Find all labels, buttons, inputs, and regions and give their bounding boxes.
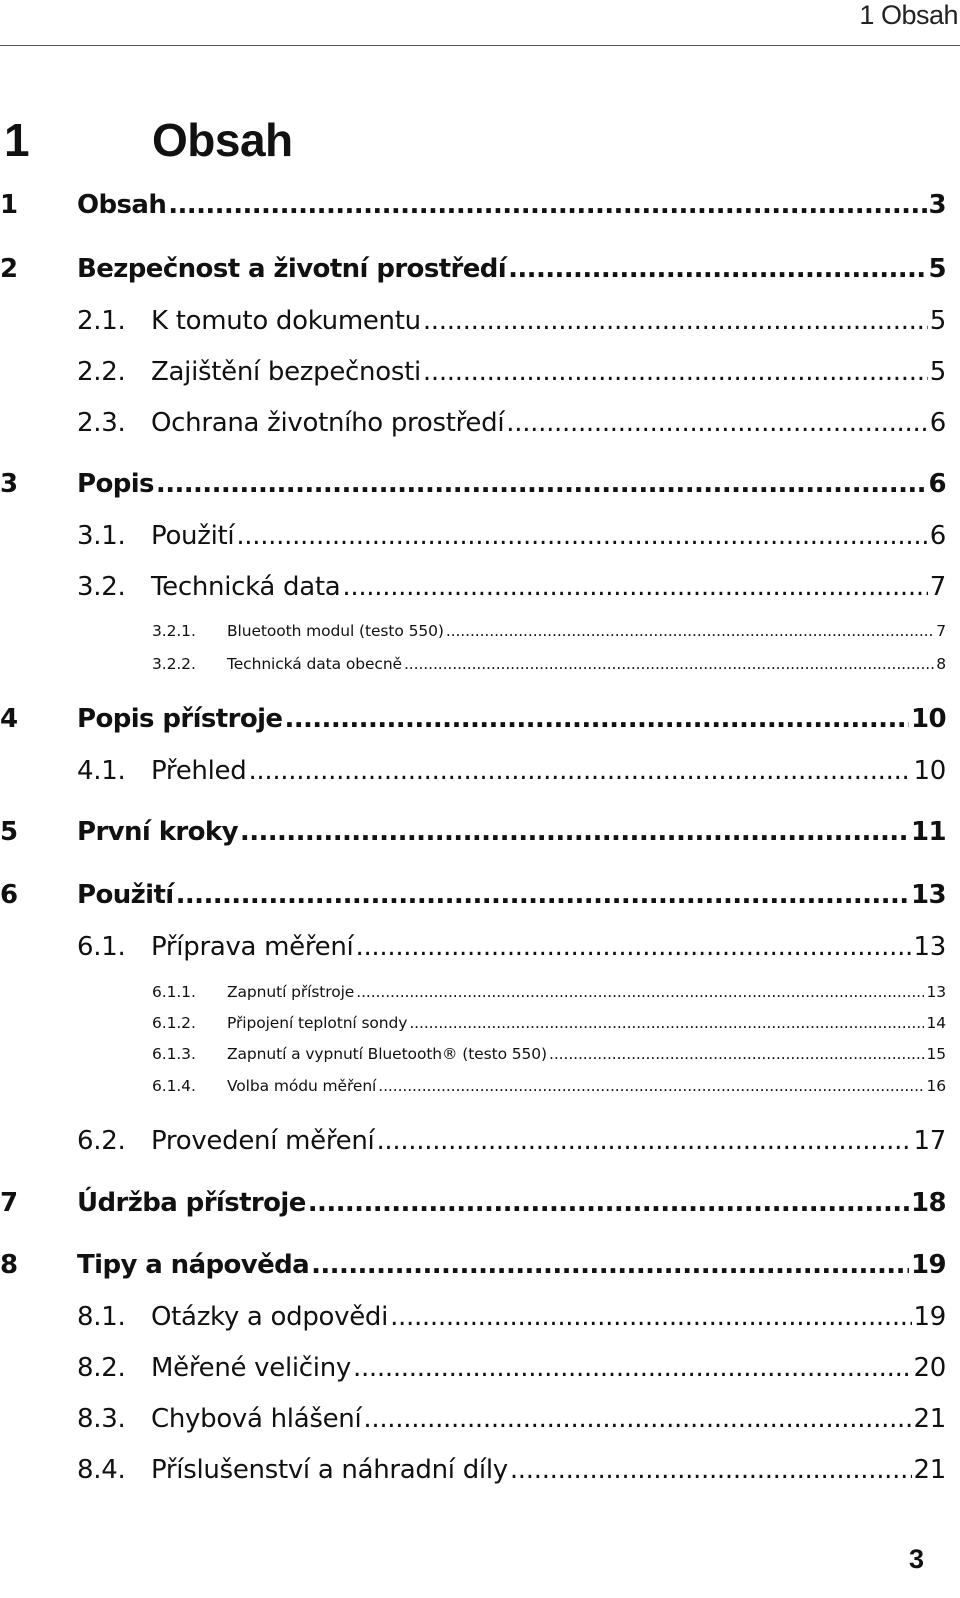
toc-entry[interactable] xyxy=(0,521,946,551)
toc-entry-title: Bluetooth modul (testo 550) xyxy=(227,622,444,640)
toc-dot-leader xyxy=(356,932,912,962)
toc-entry-number: 8.2. xyxy=(77,1353,126,1383)
toc-entry-title: Provedení měření xyxy=(151,1126,375,1156)
toc-entry-title: Obsah xyxy=(77,190,167,220)
toc-entry-title: Volba módu měření xyxy=(227,1077,377,1095)
toc-entry-page: 6 xyxy=(929,408,946,438)
toc-entry-number: 5 xyxy=(0,817,18,847)
toc-entry-title: První kroky xyxy=(77,817,238,847)
toc-entry-number: 8.3. xyxy=(77,1404,126,1434)
toc-dot-leader xyxy=(446,622,934,640)
toc-dot-leader xyxy=(423,357,928,387)
toc-entry-title: Připojení teplotní sondy xyxy=(227,1014,408,1032)
toc-entry-number: 3 xyxy=(0,469,18,499)
toc-entry-number: 2.2. xyxy=(77,357,126,387)
toc-entry-page: 17 xyxy=(913,1126,946,1156)
toc-entry-page: 5 xyxy=(929,357,946,387)
toc-entry[interactable] xyxy=(0,655,946,673)
toc-entry[interactable] xyxy=(0,190,946,220)
header-divider xyxy=(0,45,960,46)
toc-entry[interactable] xyxy=(0,572,946,602)
toc-entry-page: 8 xyxy=(936,655,946,673)
toc-entry-number: 6 xyxy=(0,880,18,910)
toc-entry-number: 8 xyxy=(0,1250,18,1280)
toc-entry-title: Použití xyxy=(151,521,235,551)
toc-entry[interactable] xyxy=(0,756,946,786)
toc-entry-title: Technická data xyxy=(151,572,341,602)
toc-entry-number: 2 xyxy=(0,254,18,284)
toc-entry-page: 15 xyxy=(926,1045,946,1063)
toc-entry[interactable] xyxy=(0,1126,946,1156)
toc-entry-number: 6.1.1. xyxy=(152,983,196,1001)
toc-entry-page: 7 xyxy=(936,622,946,640)
toc-entry-title: Příslušenství a náhradní díly xyxy=(151,1455,508,1485)
toc-dot-leader xyxy=(353,1353,912,1383)
toc-entry-page: 20 xyxy=(913,1353,946,1383)
toc-entry-number: 6.1.3. xyxy=(152,1045,196,1063)
toc-entry-title: Bezpečnost a životní prostředí xyxy=(77,254,507,284)
toc-entry[interactable] xyxy=(0,469,946,499)
toc-entry-page: 13 xyxy=(926,983,946,1001)
toc-entry-title: Použití xyxy=(77,880,174,910)
toc-entry-title: Zapnutí a vypnutí Bluetooth® (testo 550) xyxy=(227,1045,548,1063)
toc-entry-title: Chybová hlášení xyxy=(151,1404,362,1434)
toc-entry-title: Popis přístroje xyxy=(77,704,283,734)
toc-dot-leader xyxy=(342,572,927,602)
toc-entry[interactable] xyxy=(0,1302,946,1332)
toc-entry-number: 8.4. xyxy=(77,1455,126,1485)
toc-entry-page: 10 xyxy=(913,756,946,786)
toc-entry[interactable] xyxy=(0,1045,946,1063)
toc-dot-leader xyxy=(404,655,934,673)
toc-entry-number: 3.2.2. xyxy=(152,655,196,673)
toc-dot-leader xyxy=(506,408,927,438)
toc-dot-leader xyxy=(363,1404,911,1434)
running-header: 1 Obsah xyxy=(859,0,958,30)
toc-dot-leader xyxy=(308,1188,909,1218)
toc-entry-title: Údržba přístroje xyxy=(77,1188,306,1218)
toc-entry-page: 13 xyxy=(911,880,946,910)
toc-entry[interactable] xyxy=(0,1077,946,1095)
toc-entry-number: 3.2.1. xyxy=(152,622,196,640)
toc-entry-page: 11 xyxy=(911,817,946,847)
toc-entry-number: 2.1. xyxy=(77,306,126,336)
toc-entry-number: 6.1. xyxy=(77,932,126,962)
toc-entry[interactable] xyxy=(0,254,946,284)
toc-entry-title: Otázky a odpovědi xyxy=(151,1302,389,1332)
toc-entry-page: 13 xyxy=(913,932,946,962)
toc-entry[interactable] xyxy=(0,1014,946,1032)
toc-entry-title: K tomuto dokumentu xyxy=(151,306,421,336)
toc-entry-title: Zajištění bezpečnosti xyxy=(151,357,421,387)
toc-dot-leader xyxy=(284,704,909,734)
toc-dot-leader xyxy=(378,1077,924,1095)
toc-entry-number: 6.1.2. xyxy=(152,1014,196,1032)
toc-entry-page: 10 xyxy=(911,704,946,734)
toc-entry-number: 7 xyxy=(0,1188,18,1218)
toc-dot-leader xyxy=(510,1455,912,1485)
toc-dot-leader xyxy=(156,469,927,499)
toc-entry-page: 21 xyxy=(913,1404,946,1434)
toc-entry-number: 6.1.4. xyxy=(152,1077,196,1095)
toc-entry-page: 6 xyxy=(928,469,946,499)
toc-entry-page: 19 xyxy=(913,1302,946,1332)
toc-entry[interactable] xyxy=(0,306,946,336)
toc-entry-number: 1 xyxy=(0,190,18,220)
toc-entry-title: Přehled xyxy=(151,756,247,786)
toc-entry-page: 14 xyxy=(926,1014,946,1032)
toc-entry[interactable] xyxy=(0,983,946,1001)
toc-entry-page: 6 xyxy=(929,521,946,551)
toc-entry-number: 4 xyxy=(0,704,18,734)
toc-entry-number: 2.3. xyxy=(77,408,126,438)
toc-entry-title: Tipy a nápověda xyxy=(77,1250,310,1280)
toc-dot-leader xyxy=(549,1045,924,1063)
toc-dot-leader xyxy=(376,1126,911,1156)
toc-entry-title: Příprava měření xyxy=(151,932,354,962)
toc-dot-leader xyxy=(176,880,909,910)
toc-entry-page: 16 xyxy=(926,1077,946,1095)
toc-entry[interactable] xyxy=(0,1188,946,1218)
toc-entry[interactable] xyxy=(0,1353,946,1383)
toc-entry-title: Ochrana životního prostředí xyxy=(151,408,505,438)
toc-entry-number: 6.2. xyxy=(77,1126,126,1156)
toc-entry[interactable] xyxy=(0,408,946,438)
toc-dot-leader xyxy=(236,521,927,551)
toc-entry[interactable] xyxy=(0,622,946,640)
toc-entry[interactable] xyxy=(0,880,946,910)
toc-entry[interactable] xyxy=(0,1404,946,1434)
toc-dot-leader xyxy=(508,254,926,284)
toc-entry-title: Zapnutí přístroje xyxy=(227,983,355,1001)
toc-entry[interactable] xyxy=(0,932,946,962)
toc-dot-leader xyxy=(311,1250,909,1280)
page-title-number: 1 xyxy=(4,114,30,166)
toc-entry-page: 5 xyxy=(929,306,946,336)
toc-entry-page: 21 xyxy=(913,1455,946,1485)
toc-dot-leader xyxy=(356,983,924,1001)
toc-dot-leader xyxy=(390,1302,911,1332)
toc-entry-page: 18 xyxy=(911,1188,946,1218)
page-number: 3 xyxy=(908,1544,924,1574)
toc-entry-title: Technická data obecně xyxy=(227,655,402,673)
toc-entry[interactable] xyxy=(0,1455,946,1485)
toc-entry-number: 3.1. xyxy=(77,521,126,551)
toc-entry[interactable] xyxy=(0,1250,946,1280)
toc-entry-page: 19 xyxy=(911,1250,946,1280)
toc-entry-title: Měřené veličiny xyxy=(151,1353,351,1383)
toc-dot-leader xyxy=(240,817,909,847)
toc-entry-page: 5 xyxy=(928,254,946,284)
toc-entry-number: 4.1. xyxy=(77,756,126,786)
toc-entry[interactable] xyxy=(0,704,946,734)
toc-dot-leader xyxy=(168,190,926,220)
toc-entry-number: 8.1. xyxy=(77,1302,126,1332)
toc-entry-page: 3 xyxy=(928,190,946,220)
toc-entry-number: 3.2. xyxy=(77,572,126,602)
toc-entry[interactable] xyxy=(0,817,946,847)
toc-dot-leader xyxy=(248,756,911,786)
toc-entry[interactable] xyxy=(0,357,946,387)
toc-entry-title: Popis xyxy=(77,469,154,499)
toc-entry-page: 7 xyxy=(929,572,946,602)
toc-dot-leader xyxy=(409,1014,924,1032)
page-title-text: Obsah xyxy=(152,114,293,166)
toc-dot-leader xyxy=(423,306,928,336)
